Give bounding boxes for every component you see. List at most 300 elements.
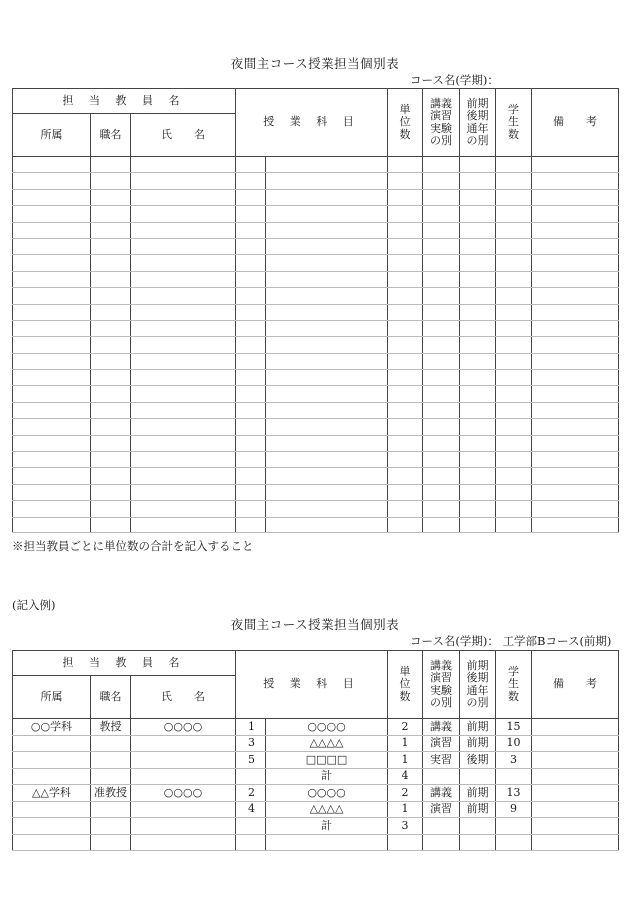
blank-row [13,386,619,402]
example-cell-remarks [532,735,619,752]
blank-cell[interactable] [131,435,236,451]
blank-cell[interactable] [388,255,423,271]
blank-cell[interactable] [423,452,460,468]
example-cell-no: 3 [236,735,266,752]
blank-cell[interactable] [388,173,423,189]
example-cell-subject [266,834,388,851]
example-cell-affiliation: ○○学科 [13,719,91,736]
blank-cell[interactable] [532,271,619,287]
blank-cell[interactable] [91,238,131,254]
blank-cell[interactable] [460,386,496,402]
example-cell-units: 2 [388,785,423,802]
blank-cell[interactable] [460,157,496,173]
blank-cell[interactable] [388,222,423,238]
blank-cell[interactable] [91,484,131,500]
blank-cell[interactable] [266,173,388,189]
blank-cell[interactable] [91,222,131,238]
blank-cell[interactable] [388,238,423,254]
blank-cell[interactable] [388,468,423,484]
blank-cell[interactable] [388,517,423,532]
blank-cell[interactable] [460,501,496,517]
blank-cell[interactable] [388,402,423,418]
ex-header-teacher-group: 担 当 教 員 名 [13,651,236,676]
blank-cell[interactable] [532,222,619,238]
blank-cell[interactable] [423,386,460,402]
blank-cell[interactable] [266,206,388,222]
blank-cell[interactable] [13,402,91,418]
example-cell-type [423,768,460,785]
example-cell-no: 2 [236,785,266,802]
blank-cell[interactable] [131,517,236,532]
blank-cell[interactable] [496,370,532,386]
example-row [13,768,619,785]
blank-cell[interactable] [236,402,266,418]
blank-cell[interactable] [91,517,131,532]
blank-cell[interactable] [91,255,131,271]
blank-cell[interactable] [13,517,91,532]
example-cell-remarks [532,785,619,802]
example-cell-remarks [532,719,619,736]
blank-cell[interactable] [496,206,532,222]
blank-cell[interactable] [423,320,460,336]
example-cell-students: 13 [496,785,532,802]
example-row [13,785,619,802]
blank-cell[interactable] [266,320,388,336]
blank-cell[interactable] [131,370,236,386]
blank-cell[interactable] [236,320,266,336]
example-cell-no: 1 [236,719,266,736]
blank-cell[interactable] [460,222,496,238]
blank-cell[interactable] [460,288,496,304]
blank-cell[interactable] [236,206,266,222]
example-cell-remarks [532,834,619,851]
blank-cell[interactable] [266,157,388,173]
blank-cell[interactable] [236,517,266,532]
blank-cell[interactable] [388,288,423,304]
blank-cell[interactable] [423,288,460,304]
example-cell-position [91,834,131,851]
example-title: 夜間主コース授業担当個別表 [230,617,400,632]
header-term: 前期 後期 通年 の別 [460,89,496,157]
ex-header-subject: 授 業 科 目 [236,651,388,719]
blank-cell[interactable] [496,157,532,173]
blank-cell[interactable] [532,484,619,500]
blank-row [13,222,619,238]
blank-cell[interactable] [388,419,423,435]
blank-cell[interactable] [460,255,496,271]
example-cell-name: ○○○○ [131,719,236,736]
example-cell-position [91,735,131,752]
blank-cell[interactable] [496,238,532,254]
blank-cell[interactable] [460,370,496,386]
blank-cell[interactable] [13,435,91,451]
blank-cell[interactable] [496,517,532,532]
blank-cell[interactable] [532,419,619,435]
blank-cell[interactable] [496,501,532,517]
blank-cell[interactable] [496,468,532,484]
blank-cell[interactable] [460,173,496,189]
blank-cell[interactable] [496,452,532,468]
blank-cell[interactable] [13,238,91,254]
blank-cell[interactable] [388,337,423,353]
blank-cell[interactable] [236,189,266,205]
example-cell-name [131,834,236,851]
blank-cell[interactable] [532,157,619,173]
blank-cell[interactable] [496,386,532,402]
blank-cell[interactable] [532,206,619,222]
blank-row [13,353,619,369]
blank-cell[interactable] [13,501,91,517]
blank-cell[interactable] [91,386,131,402]
blank-cell[interactable] [423,238,460,254]
blank-cell[interactable] [266,386,388,402]
blank-cell[interactable] [13,288,91,304]
blank-cell[interactable] [532,255,619,271]
example-cell-students [496,834,532,851]
blank-cell[interactable] [266,189,388,205]
blank-cell[interactable] [423,173,460,189]
blank-cell[interactable] [131,189,236,205]
blank-cell[interactable] [423,501,460,517]
example-cell-no [236,818,266,835]
blank-cell[interactable] [131,402,236,418]
example-cell-name [131,801,236,818]
blank-cell[interactable] [496,419,532,435]
blank-cell[interactable] [236,370,266,386]
blank-cell[interactable] [496,402,532,418]
blank-cell[interactable] [423,337,460,353]
blank-cell[interactable] [236,271,266,287]
blank-cell[interactable] [13,468,91,484]
example-cell-position: 教授 [91,719,131,736]
blank-row [13,189,619,205]
blank-cell[interactable] [91,370,131,386]
example-cell-type: 演習 [423,801,460,818]
example-cell-position [91,801,131,818]
example-table [12,650,619,851]
blank-cell[interactable] [532,288,619,304]
blank-cell[interactable] [91,320,131,336]
blank-cell[interactable] [460,419,496,435]
header-subject: 授 業 科 目 [236,89,388,157]
blank-cell[interactable] [13,157,91,173]
blank-cell[interactable] [532,238,619,254]
blank-cell[interactable] [266,452,388,468]
blank-cell[interactable] [388,484,423,500]
blank-row [13,468,619,484]
blank-cell[interactable] [236,173,266,189]
blank-cell[interactable] [388,501,423,517]
blank-cell[interactable] [236,353,266,369]
blank-cell[interactable] [496,189,532,205]
blank-cell[interactable] [91,304,131,320]
blank-cell[interactable] [236,337,266,353]
blank-cell[interactable] [13,271,91,287]
blank-cell[interactable] [13,386,91,402]
blank-cell[interactable] [423,484,460,500]
blank-cell[interactable] [423,419,460,435]
header-students: 学 生 数 [496,89,532,157]
blank-cell[interactable] [496,435,532,451]
blank-cell[interactable] [496,271,532,287]
blank-cell[interactable] [131,484,236,500]
blank-cell[interactable] [13,337,91,353]
blank-cell[interactable] [13,255,91,271]
blank-cell[interactable] [496,337,532,353]
blank-cell[interactable] [13,370,91,386]
blank-cell[interactable] [131,337,236,353]
blank-cell[interactable] [236,419,266,435]
blank-cell[interactable] [388,157,423,173]
blank-cell[interactable] [236,255,266,271]
example-cell-students [496,818,532,835]
blank-cell[interactable] [236,238,266,254]
example-cell-students: 15 [496,719,532,736]
blank-cell[interactable] [91,468,131,484]
blank-cell[interactable] [532,173,619,189]
example-cell-remarks [532,752,619,769]
blank-row [13,206,619,222]
blank-cell[interactable] [131,255,236,271]
blank-cell[interactable] [423,402,460,418]
blank-cell[interactable] [496,255,532,271]
blank-cell[interactable] [388,452,423,468]
blank-cell[interactable] [13,320,91,336]
blank-cell[interactable] [388,386,423,402]
blank-cell[interactable] [266,288,388,304]
blank-cell[interactable] [91,189,131,205]
blank-cell[interactable] [91,271,131,287]
blank-cell[interactable] [91,419,131,435]
blank-cell[interactable] [460,304,496,320]
blank-cell[interactable] [236,288,266,304]
blank-cell[interactable] [13,484,91,500]
example-cell-students: 9 [496,801,532,818]
blank-cell[interactable] [131,468,236,484]
example-cell-type [423,818,460,835]
blank-cell[interactable] [460,353,496,369]
blank-cell[interactable] [266,419,388,435]
blank-cell[interactable] [13,452,91,468]
form-title: 夜間主コース授業担当個別表 [230,56,400,71]
blank-cell[interactable] [236,435,266,451]
blank-cell[interactable] [388,435,423,451]
blank-cell[interactable] [91,435,131,451]
blank-cell[interactable] [13,419,91,435]
blank-cell[interactable] [532,386,619,402]
blank-cell[interactable] [388,353,423,369]
blank-cell[interactable] [388,320,423,336]
blank-cell[interactable] [266,501,388,517]
blank-cell[interactable] [236,452,266,468]
example-cell-units: 4 [388,768,423,785]
blank-cell[interactable] [131,157,236,173]
blank-cell[interactable] [496,304,532,320]
example-cell-term: 前期 [460,719,496,736]
blank-cell[interactable] [13,304,91,320]
ex-header-students: 学 生 数 [496,651,532,719]
blank-cell[interactable] [532,320,619,336]
blank-cell[interactable] [423,435,460,451]
example-cell-term: 後期 [460,752,496,769]
blank-cell[interactable] [266,435,388,451]
blank-cell[interactable] [266,468,388,484]
blank-cell[interactable] [131,419,236,435]
blank-cell[interactable] [496,288,532,304]
blank-cell[interactable] [532,517,619,532]
blank-cell[interactable] [131,386,236,402]
blank-cell[interactable] [266,271,388,287]
blank-cell[interactable] [266,255,388,271]
blank-row [13,255,619,271]
blank-cell[interactable] [131,222,236,238]
blank-cell[interactable] [460,206,496,222]
blank-cell[interactable] [236,501,266,517]
ex-header-term: 前期 後期 通年 の別 [460,651,496,719]
blank-row [13,419,619,435]
blank-cell[interactable] [13,173,91,189]
blank-cell[interactable] [388,304,423,320]
blank-cell[interactable] [532,468,619,484]
blank-cell[interactable] [91,337,131,353]
blank-cell[interactable] [532,501,619,517]
example-cell-affiliation [13,735,91,752]
example-cell-position [91,768,131,785]
blank-cell[interactable] [423,517,460,532]
blank-cell[interactable] [460,402,496,418]
blank-cell[interactable] [266,304,388,320]
blank-cell[interactable] [532,304,619,320]
blank-cell[interactable] [496,484,532,500]
blank-cell[interactable] [266,370,388,386]
blank-cell[interactable] [532,402,619,418]
blank-cell[interactable] [236,157,266,173]
blank-cell[interactable] [532,370,619,386]
blank-cell[interactable] [388,206,423,222]
blank-cell[interactable] [532,189,619,205]
blank-cell[interactable] [388,370,423,386]
blank-cell[interactable] [460,484,496,500]
example-row [13,801,619,818]
example-cell-affiliation [13,752,91,769]
blank-cell[interactable] [532,435,619,451]
blank-cell[interactable] [423,157,460,173]
example-cell-no [236,768,266,785]
blank-cell[interactable] [13,206,91,222]
header-name: 氏 名 [131,114,236,157]
blank-cell[interactable] [460,435,496,451]
blank-cell[interactable] [423,370,460,386]
blank-cell[interactable] [423,271,460,287]
blank-form-table [12,88,619,533]
blank-cell[interactable] [131,320,236,336]
blank-cell[interactable] [460,271,496,287]
blank-cell[interactable] [131,288,236,304]
blank-cell[interactable] [91,288,131,304]
blank-cell[interactable] [266,238,388,254]
blank-cell[interactable] [13,353,91,369]
blank-cell[interactable] [496,222,532,238]
blank-cell[interactable] [91,452,131,468]
blank-cell[interactable] [388,189,423,205]
example-cell-term: 前期 [460,735,496,752]
blank-cell[interactable] [91,173,131,189]
blank-cell[interactable] [532,353,619,369]
blank-cell[interactable] [423,255,460,271]
blank-cell[interactable] [460,517,496,532]
blank-cell[interactable] [236,468,266,484]
blank-cell[interactable] [131,206,236,222]
header-teacher-group: 担 当 教 員 名 [13,89,236,114]
blank-row [13,370,619,386]
blank-cell[interactable] [91,402,131,418]
blank-cell[interactable] [460,189,496,205]
blank-cell[interactable] [91,157,131,173]
blank-cell[interactable] [423,206,460,222]
blank-cell[interactable] [131,271,236,287]
blank-cell[interactable] [266,337,388,353]
blank-cell[interactable] [266,484,388,500]
blank-cell[interactable] [423,468,460,484]
example-cell-remarks [532,768,619,785]
blank-cell[interactable] [266,402,388,418]
blank-cell[interactable] [236,484,266,500]
blank-cell[interactable] [91,206,131,222]
blank-cell[interactable] [266,222,388,238]
blank-cell[interactable] [423,304,460,320]
blank-cell[interactable] [91,501,131,517]
blank-cell[interactable] [131,238,236,254]
blank-cell[interactable] [388,271,423,287]
blank-cell[interactable] [236,386,266,402]
blank-cell[interactable] [423,189,460,205]
blank-cell[interactable] [266,517,388,532]
blank-cell[interactable] [423,353,460,369]
blank-cell[interactable] [532,337,619,353]
blank-cell[interactable] [460,320,496,336]
blank-cell[interactable] [236,222,266,238]
example-cell-affiliation: △△学科 [13,785,91,802]
blank-cell[interactable] [496,353,532,369]
example-cell-subject: 計 [266,818,388,835]
blank-cell[interactable] [236,304,266,320]
blank-cell[interactable] [460,337,496,353]
example-cell-students [496,768,532,785]
blank-cell[interactable] [496,320,532,336]
blank-cell[interactable] [131,353,236,369]
example-cell-affiliation [13,834,91,851]
blank-cell[interactable] [460,238,496,254]
blank-cell[interactable] [91,353,131,369]
blank-cell[interactable] [131,304,236,320]
blank-cell[interactable] [460,468,496,484]
header-units: 単 位 数 [388,89,423,157]
blank-cell[interactable] [131,501,236,517]
blank-cell[interactable] [266,353,388,369]
blank-cell[interactable] [131,452,236,468]
blank-cell[interactable] [532,452,619,468]
example-cell-subject: □□□□ [266,752,388,769]
form-note: ※担当教員ごとに単位数の合計を記入すること [12,539,254,553]
blank-cell[interactable] [496,173,532,189]
blank-cell[interactable] [460,452,496,468]
blank-cell[interactable] [13,222,91,238]
example-cell-no: 5 [236,752,266,769]
blank-cell[interactable] [13,189,91,205]
example-cell-subject: △△△△ [266,801,388,818]
blank-cell[interactable] [423,222,460,238]
blank-cell[interactable] [131,173,236,189]
